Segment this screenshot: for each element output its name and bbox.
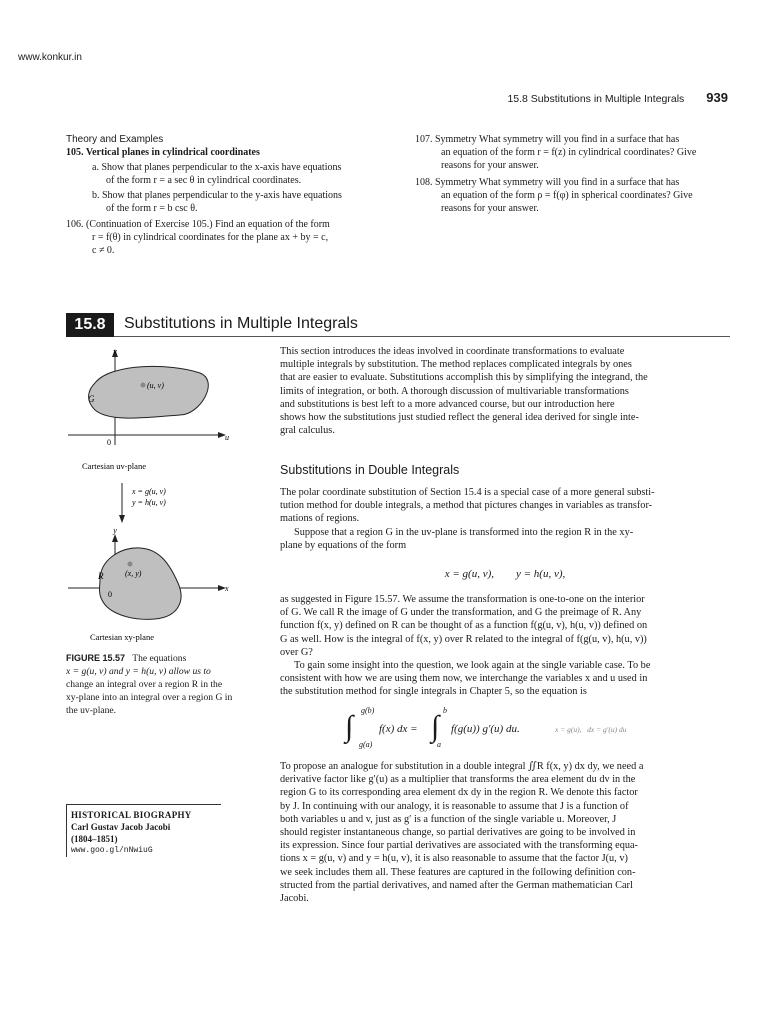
- historical-biography: [66, 804, 221, 857]
- region-g-label: G: [88, 394, 95, 404]
- paragraph-1: [280, 486, 730, 552]
- intro-line: shows how the substitutions just studied reflect the general idea derived for single inte-: [280, 412, 639, 424]
- text-line: tions x = g(u, v) and y = h(u, v), it is also reasonable to assume that the factor J(u, v): [280, 853, 628, 865]
- exercise-106-line1: 106. (Continuation of Exercise 105.) Find an equation of the form: [66, 219, 330, 230]
- figure-label: FIGURE 15.57: [66, 653, 126, 663]
- subheading: Substitutions in Double Integrals: [280, 463, 460, 477]
- lower-limit-right: a: [437, 740, 441, 749]
- exercises-heading: Theory and Examples: [66, 134, 164, 145]
- origin-label-top: 0: [107, 438, 111, 447]
- v-axis-label: v: [113, 347, 117, 356]
- intro-line: limits of integration, or both. A thorough discussion of multivariable transformations: [280, 385, 629, 397]
- exercise-105a-line1: a. Show that planes perpendicular to the x-axis have equations: [92, 162, 342, 173]
- biography-years: (1804–1851): [71, 834, 118, 844]
- integrand-left: f(x) dx =: [379, 723, 418, 735]
- mapping-y-equation: y = h(u, v): [132, 498, 166, 507]
- region-r-shape: [100, 548, 182, 619]
- exercises-right: [415, 133, 735, 215]
- upper-limit-right: b: [443, 706, 447, 715]
- text-line: derivative factor like g′(u) as a multiplier that transforms the area element du dv in the: [280, 774, 636, 786]
- region-r-label: R: [98, 571, 104, 581]
- exercise-106-line3: c ≠ 0.: [92, 245, 115, 256]
- biography-name: Carl Gustav Jacob Jacobi: [71, 822, 171, 832]
- text-line: To gain some insight into the question, we look again at the single variable case. To be: [294, 660, 651, 672]
- section-rule: [114, 336, 730, 337]
- text-line: The polar coordinate substitution of Section 15.4 is a special case of a more general substi-: [280, 487, 655, 498]
- caption-line: x = g(u, v) and y = h(u, v) allow us to: [66, 666, 211, 677]
- paragraph-3: [280, 593, 730, 699]
- upper-limit-left: g(b): [361, 706, 375, 715]
- text-line: its expression. Since four partial derivatives are associated with the transforming equa-: [280, 840, 638, 852]
- running-head-title: 15.8 Substitutions in Multiple Integrals: [507, 93, 685, 105]
- exercise-105b-line2: of the form r = b csc θ.: [106, 203, 198, 214]
- point-xy-dot: [128, 562, 133, 567]
- figure-15-57: [60, 345, 270, 645]
- biography-title: HISTORICAL BIOGRAPHY: [71, 810, 192, 820]
- text-line: Jacobi.: [280, 893, 309, 905]
- exercise-105a-line2: of the form r = a sec θ in cylindrical coordinates.: [106, 175, 302, 186]
- exercise-107-line3: reasons for your answer.: [441, 160, 539, 171]
- y-axis-arrow: [112, 534, 118, 542]
- x-axis-label: x: [225, 584, 229, 593]
- integrand-right: f(g(u)) g′(u) du.: [451, 723, 520, 735]
- text-line: the substitution method for single integrals in Chapter 5, so the equation is: [280, 686, 587, 698]
- caption-line: xy-plane into an integral over a region G in: [66, 692, 233, 703]
- caption-xy-plane: Cartesian xy-plane: [90, 632, 154, 642]
- text-line: Suppose that a region G in the uv-plane is transformed into the region R in the xy-: [294, 526, 634, 538]
- origin-label-bottom: 0: [108, 590, 112, 599]
- point-uv-dot: [141, 383, 146, 388]
- intro-line: multiple integrals by substitution. The method replaces complicated integrals by ones: [280, 359, 632, 371]
- text-line: plane by equations of the form: [280, 539, 407, 551]
- text-line: as suggested in Figure 15.57. We assume the transformation is one-to-one on the interior: [280, 594, 645, 605]
- intro-line: gral calculus.: [280, 425, 335, 437]
- text-line: To propose an analogue for substitution in a double integral ∬R f(x, y) dx dy, we need a: [280, 761, 644, 772]
- mapping-x-equation: x = g(u, v): [132, 487, 166, 496]
- exercise-106-line2: r = f(θ) in cylindrical coordinates for the plane ax + by = c,: [92, 232, 329, 243]
- text-line: over G?: [280, 646, 313, 658]
- integral-sign: ∫: [345, 710, 354, 743]
- biography-link[interactable]: www.goo.gl/nNwiuG: [71, 846, 153, 855]
- mapping-arrow-head: [119, 515, 125, 523]
- text-line: function f(x, y) defined on R can be thought of as a function f(g(u, v), h(u, v)) defined on: [280, 620, 648, 632]
- intro-paragraph: [280, 345, 730, 437]
- exercise-108-line2: an equation of the form ρ = f(φ) in spherical coordinates? Give: [441, 190, 693, 201]
- intro-line: that are easier to evaluate. Substitutions accomplish this by simplifying the integrand, the: [280, 372, 648, 384]
- text-line: region G to its corresponding area element dx dy in the region R. We denote this factor: [280, 787, 638, 799]
- caption-line: the uv-plane.: [66, 705, 117, 716]
- text-line: of G. We call R the image of G under the transformation, and G the preimage of R. Any: [280, 607, 642, 619]
- point-xy-label: (x, y): [125, 569, 142, 578]
- text-line: G as well. How is the integral of f(x, y) over R related to the integral of f(g(u, v), h(u, v)): [280, 633, 647, 645]
- u-axis-label: u: [225, 433, 229, 442]
- region-g-shape: [89, 366, 209, 418]
- section-number: 15.8: [66, 313, 114, 337]
- caption-line: The equations: [132, 653, 187, 664]
- text-line: tution method for double integrals, a method that pictures changes in variables as transfor-: [280, 500, 653, 512]
- site-url: www.konkur.in: [18, 52, 82, 63]
- section-header: [66, 313, 730, 337]
- equation-single-substitution: [345, 706, 730, 752]
- figure-caption: [66, 652, 271, 717]
- text-line: structed from the partial derivatives, and named after the German mathematician Carl: [280, 879, 633, 891]
- intro-line: This section introduces the ideas involved in coordinate transformations to evaluate: [280, 346, 625, 357]
- exercise-105b-line1: b. Show that planes perpendicular to the y-axis have equations: [92, 190, 342, 201]
- exercise-105-title: 105. Vertical planes in cylindrical coordinates: [66, 147, 260, 158]
- exercise-107-line1: 107. Symmetry What symmetry will you find in a surface that has: [415, 134, 680, 145]
- exercise-108-line1: 108. Symmetry What symmetry will you find in a surface that has: [415, 177, 680, 188]
- equation-transformation: x = g(u, v), y = h(u, v),: [444, 568, 566, 580]
- text-line: consistent with how we are using them now, we interchange the variables x and u used in: [280, 673, 648, 685]
- caption-uv-plane: Cartesian uv-plane: [82, 461, 146, 471]
- exercise-107-line2: an equation of the form r = f(z) in cylindrical coordinates? Give: [441, 147, 697, 158]
- text-line: by J. In continuing with our analogy, it is reasonable to assume that J is a function of: [280, 800, 629, 812]
- exercise-108-line3: reasons for your answer.: [441, 203, 539, 214]
- exercises-left: [66, 133, 386, 257]
- lower-limit-left: g(a): [359, 740, 373, 749]
- caption-line: change an integral over a region R in the: [66, 679, 223, 690]
- text-line: both variables u and v, just as g′ is a function of the single variable u. Moreover, J: [280, 813, 617, 825]
- y-axis-label: y: [113, 526, 117, 535]
- paragraph-5: [280, 760, 730, 905]
- page-number: 939: [706, 90, 728, 105]
- text-line: should register instantaneous change, so partial derivatives are going to be involved in: [280, 827, 636, 839]
- intro-line: and substitutions is best left to a more advanced course, but our introduction here: [280, 398, 615, 410]
- integral-sign-right: ∫: [431, 710, 440, 743]
- text-line: we seek includes them all. These features are captured in the following definition con-: [280, 866, 636, 878]
- text-line: mations of regions.: [280, 513, 360, 525]
- substitution-note: x = g(u), dx = g′(u) du: [555, 725, 627, 734]
- section-title: Substitutions in Multiple Integrals: [124, 315, 358, 332]
- running-head: [507, 90, 728, 105]
- point-uv-label: (u, v): [147, 381, 164, 390]
